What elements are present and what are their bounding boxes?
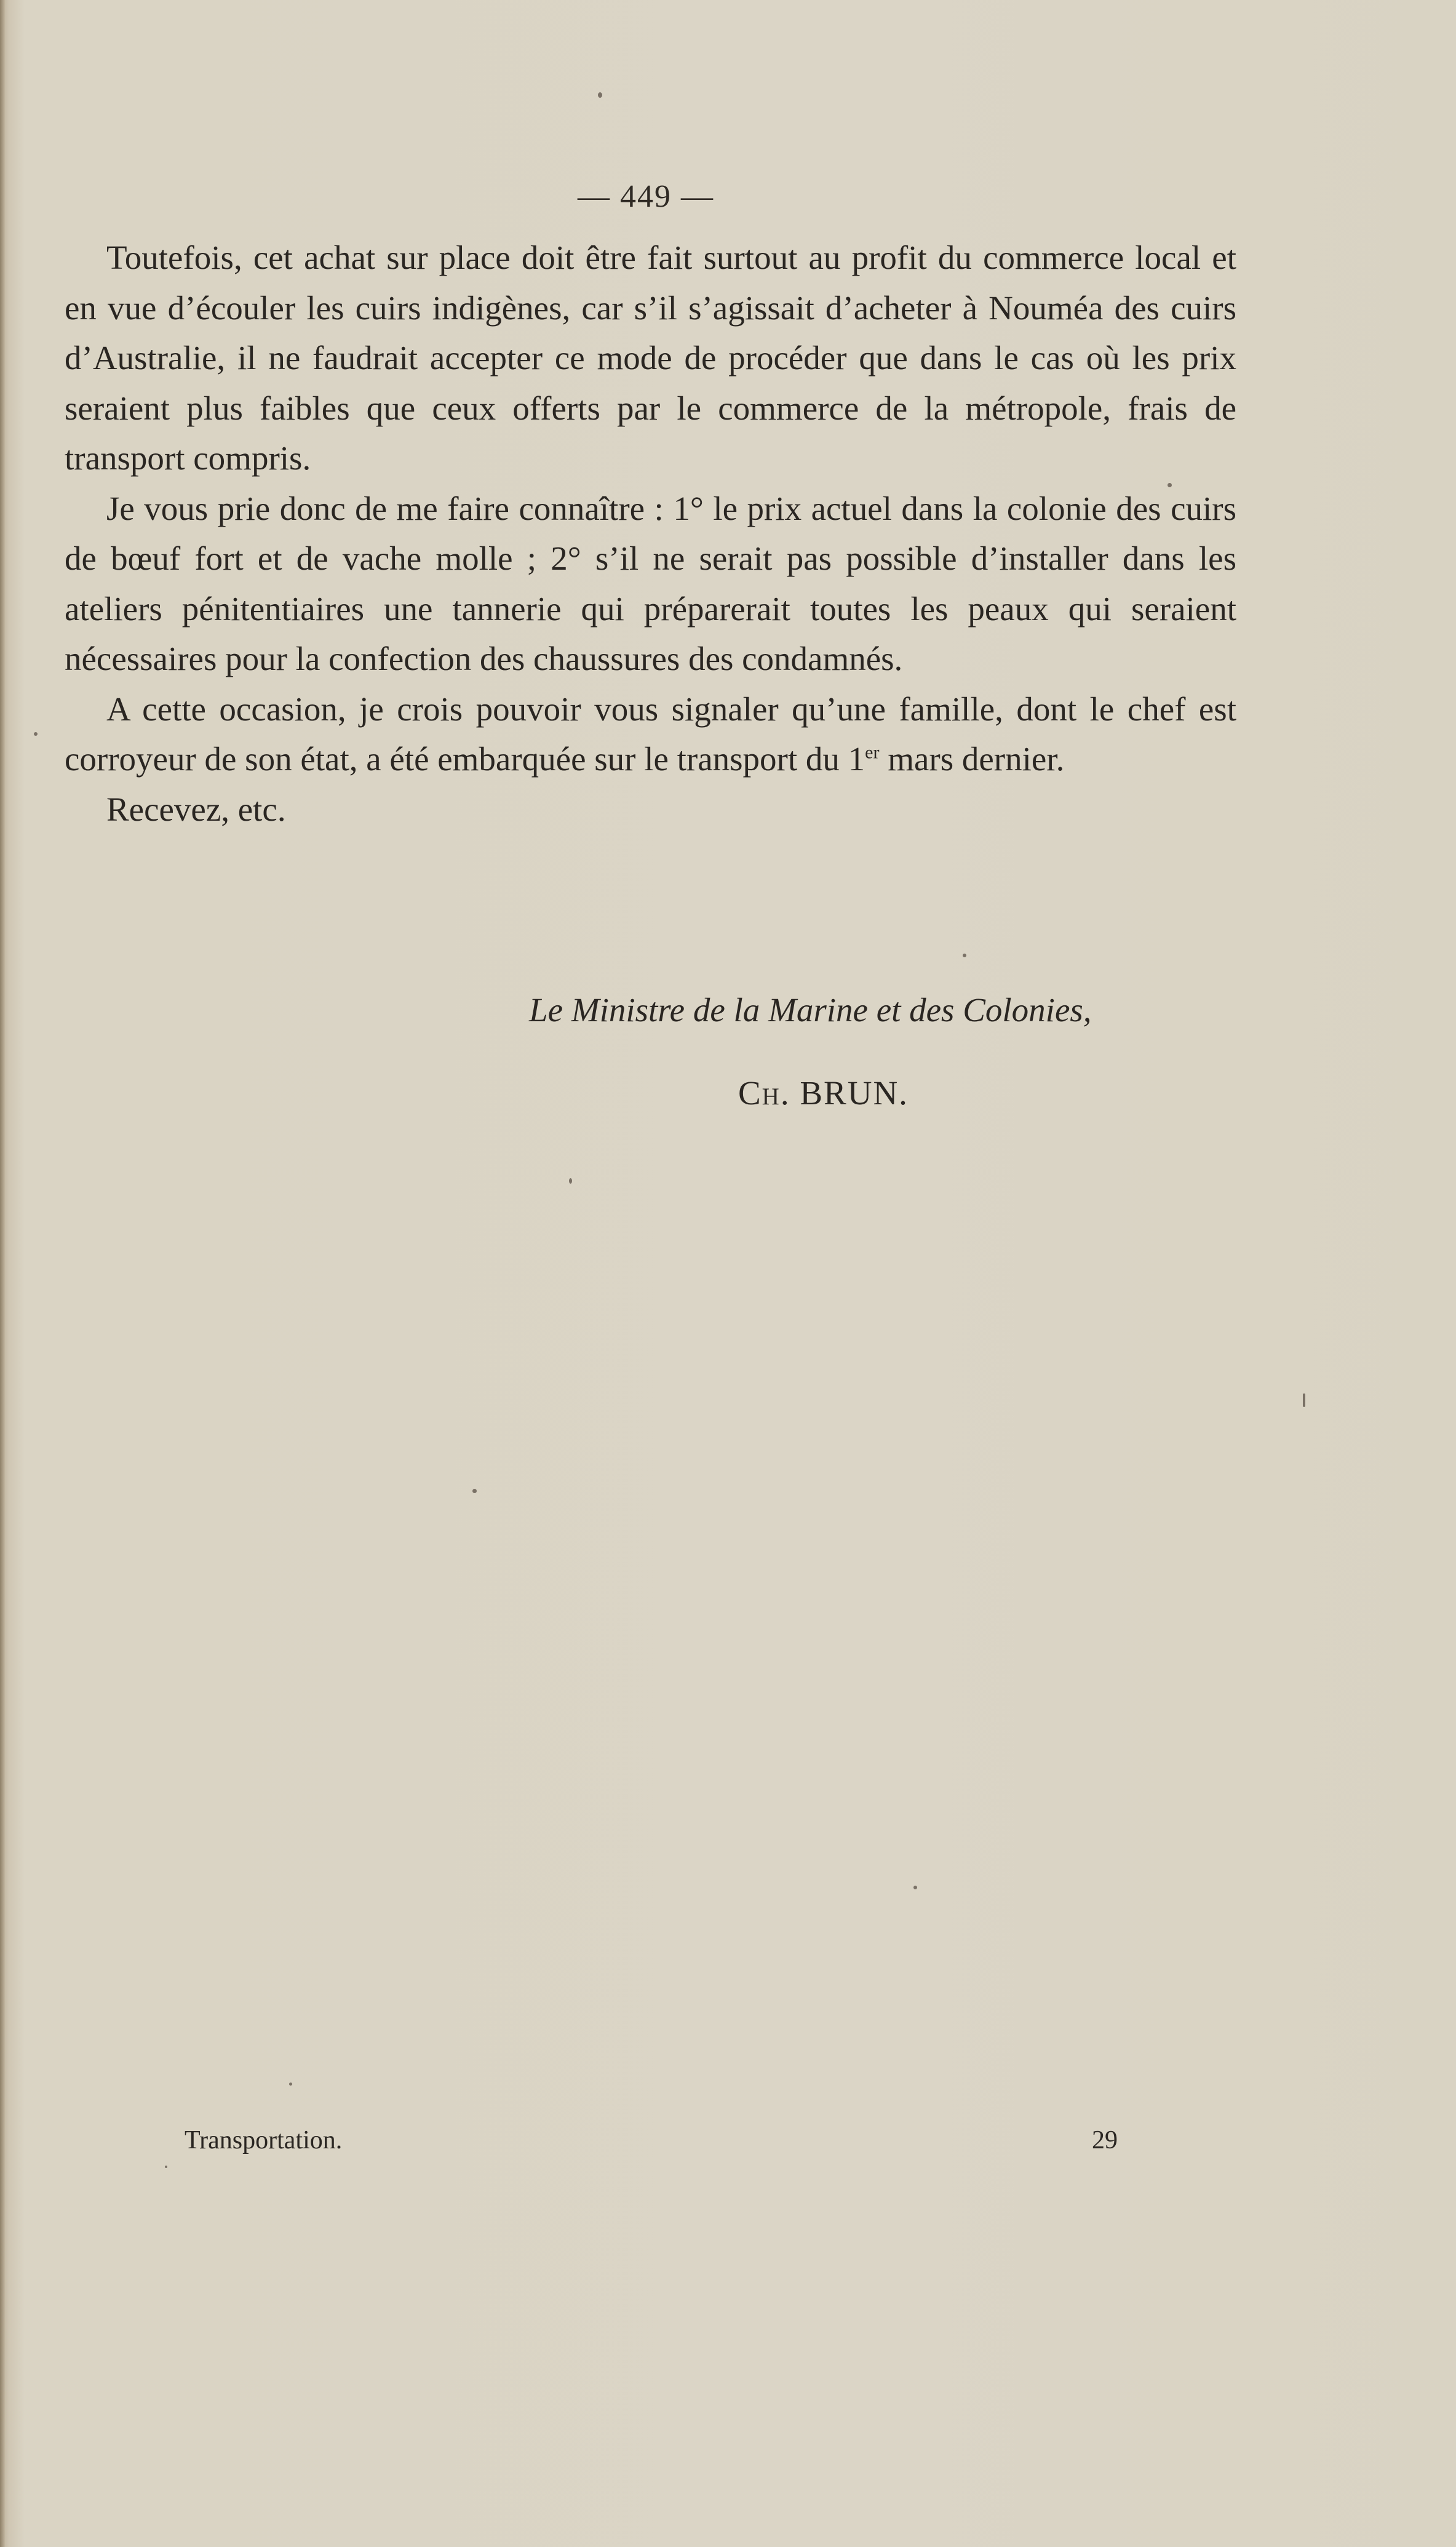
paper-speck: [913, 1886, 917, 1889]
binding-edge: [0, 0, 5, 2547]
paper-speck: [598, 92, 602, 98]
signatory-name: Ch. BRUN.: [738, 1074, 909, 1112]
closing-formula: Recevez, etc.: [106, 790, 286, 828]
signatory-title: Le Ministre de la Marine et des Colonies,: [529, 991, 1092, 1029]
paragraph-2: Je vous prie donc de me faire connaître : 1° le prix actuel dans la colonie des cuirs de bœuf fort et de vache molle ; 2° s’il ne serait pas possible d’installer dans les ateliers pénitentiaires une tannerie qui préparerait toutes les peaux qui seraient nécessaires pour la confection des chaussures des condamnés.: [65, 489, 1236, 677]
paragraph-1: Toutefois, cet achat sur place doit être fait surtout au profit du commerce local et en vue d’écouler les cuirs indigènes, car s’il s’agissait d’acheter à Nouméa des cuirs d’Australie, il ne faudrait accepter ce mode de procéder que dans le cas où les prix seraient plus faibles que ceux offerts par le commerce de la métropole, frais de transport compris.: [65, 239, 1236, 477]
paragraph-3-start: A cette occasion, je crois pouvoir vous signaler qu’une famille, dont le chef est corroyeur de son état, a été embarquée sur le transport du 1: [65, 690, 1236, 778]
footer-section-title: Transportation.: [185, 2126, 343, 2154]
paper-speck: [963, 954, 966, 957]
paper-speck: [289, 2083, 292, 2086]
paper-speck: [1303, 1393, 1305, 1407]
paper-speck: [1168, 483, 1172, 487]
footer-signature-mark: 29: [1092, 2126, 1118, 2154]
paragraph-3-end: mars dernier.: [879, 740, 1065, 778]
paper-speck: [472, 1489, 477, 1493]
paper-speck: [34, 732, 38, 736]
letter-body: [65, 233, 1236, 834]
paper-speck: [569, 1178, 572, 1184]
paper-speck: [165, 2166, 167, 2168]
paragraph-3: [65, 684, 1236, 784]
ordinal-superscript: er: [865, 742, 880, 763]
page-number: — 449 —: [578, 179, 714, 214]
